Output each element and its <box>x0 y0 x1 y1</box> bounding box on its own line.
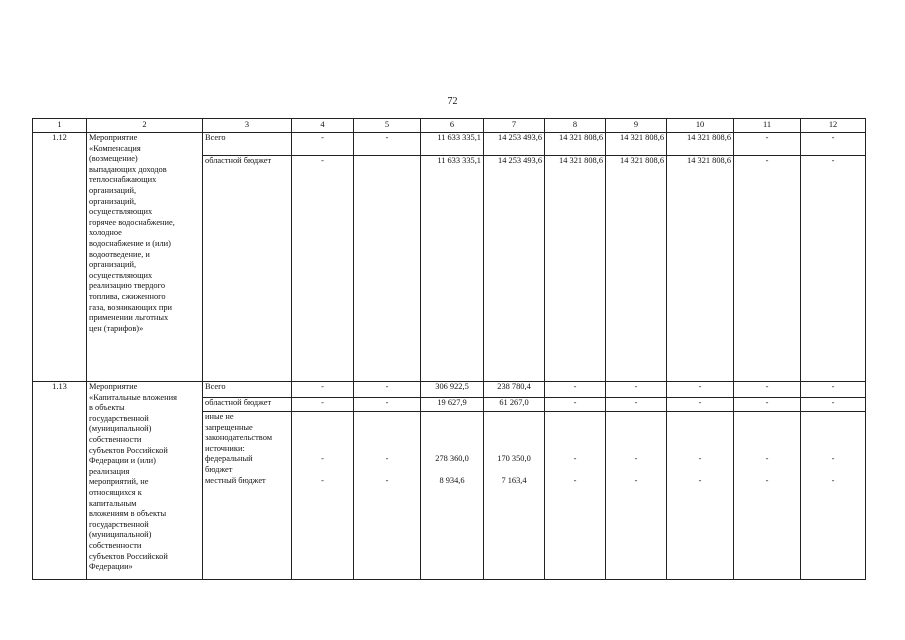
value-cell <box>734 412 801 580</box>
value-cell <box>667 412 734 580</box>
value-cell <box>421 412 484 580</box>
event-line: Мероприятие <box>89 382 138 391</box>
spacer <box>356 465 418 476</box>
value-cell: - <box>292 133 354 156</box>
header-row <box>33 119 866 133</box>
value-cell: 14 321 808,6 <box>606 133 667 156</box>
value-cell: - <box>667 398 734 412</box>
event-line: вложениям в объекты <box>89 509 167 519</box>
spacer <box>486 412 542 454</box>
header-cell: 1 <box>33 119 87 133</box>
value-cell: - <box>801 382 866 398</box>
local-value: - <box>698 475 702 485</box>
row-id: 1.13 <box>33 382 87 580</box>
value-cell: - <box>354 382 421 398</box>
event-line: выпадающих доходов <box>89 164 167 174</box>
event-line: «Капитальные вложения <box>89 392 177 402</box>
value-cell: - <box>606 398 667 412</box>
value-cell: 14 321 808,6 <box>545 133 606 156</box>
event-line: мероприятий, не <box>89 477 149 487</box>
event-line: горячее водоснабжение, <box>89 217 175 227</box>
event-line: Мероприятие <box>89 133 138 142</box>
event-line: относящихся к <box>89 487 142 497</box>
value-cell: 11 633 335,1 <box>421 133 484 156</box>
value-cell: - <box>545 382 606 398</box>
value-cell: 19 627,9 <box>421 398 484 412</box>
spacer <box>736 465 798 476</box>
value-cell: - <box>734 133 801 156</box>
spacer <box>486 465 542 476</box>
header-cell: 12 <box>801 119 866 133</box>
funding-source: областной бюджет <box>203 156 292 382</box>
spacer <box>669 412 731 454</box>
event-line: применении льготных <box>89 313 169 323</box>
local-value: 7 163,4 <box>501 475 527 485</box>
source-line: местный бюджет <box>205 475 266 485</box>
spacer <box>669 465 731 476</box>
value-cell: - <box>292 382 354 398</box>
value-cell: 238 780,4 <box>484 382 545 398</box>
event-line: холодное <box>89 228 122 238</box>
value-cell <box>606 412 667 580</box>
value-cell <box>545 412 606 580</box>
value-cell: 61 267,0 <box>484 398 545 412</box>
value-cell: - <box>801 398 866 412</box>
event-line: водоснабжение и (или) <box>89 238 171 248</box>
header-cell: 7 <box>484 119 545 133</box>
event-line: субъектов Российской <box>89 445 168 455</box>
value-cell: - <box>292 398 354 412</box>
source-line: иные не <box>205 412 234 421</box>
federal-value: - <box>385 454 389 463</box>
event-line: собственности <box>89 540 142 550</box>
spacer <box>423 465 481 476</box>
header-cell: 4 <box>292 119 354 133</box>
value-cell: - <box>606 382 667 398</box>
spacer <box>608 412 664 454</box>
spacer <box>423 412 481 454</box>
federal-value: - <box>634 454 638 463</box>
value-cell: - <box>545 398 606 412</box>
value-cell: 14 253 493,6 <box>484 133 545 156</box>
event-line: «Компенсация <box>89 143 141 153</box>
row-id: 1.12 <box>33 133 87 382</box>
event-line: осуществляющих <box>89 207 153 217</box>
funding-source: областной бюджет <box>203 398 292 412</box>
header-cell: 11 <box>734 119 801 133</box>
event-line: организаций, <box>89 185 137 195</box>
value-cell: - <box>667 382 734 398</box>
table-row <box>33 133 866 156</box>
value-cell: - <box>292 156 354 382</box>
event-line: организаций, <box>89 260 137 270</box>
event-line: цен (тарифов)» <box>89 323 144 333</box>
header-cell: 8 <box>545 119 606 133</box>
value-cell: 306 922,5 <box>421 382 484 398</box>
header-cell: 9 <box>606 119 667 133</box>
header-cell: 5 <box>354 119 421 133</box>
funding-source: Всего <box>203 382 292 398</box>
event-line: топлива, сжиженного <box>89 291 166 301</box>
value-cell: - <box>734 156 801 382</box>
value-cell: - <box>734 398 801 412</box>
source-line: источники: <box>205 443 245 453</box>
event-line: собственности <box>89 434 142 444</box>
value-cell: - <box>734 382 801 398</box>
event-line: теплоснабжающих <box>89 175 157 185</box>
source-line: законодательством <box>205 433 273 443</box>
event-line: Федерации» <box>89 562 133 572</box>
source-line: бюджет <box>205 464 233 474</box>
event-line: (муниципальной) <box>89 424 152 434</box>
value-cell <box>801 412 866 580</box>
event-line: водоотведение, и <box>89 249 150 259</box>
value-cell: - <box>354 398 421 412</box>
source-line: запрещенные <box>205 422 253 432</box>
table-row <box>33 382 866 398</box>
header-cell: 6 <box>421 119 484 133</box>
event-description <box>87 133 203 382</box>
value-cell: - <box>354 133 421 156</box>
local-value: - <box>831 475 835 485</box>
event-line: газа, возникающих при <box>89 302 173 312</box>
value-cell: - <box>801 156 866 382</box>
spacer <box>803 465 863 476</box>
local-value: - <box>321 475 324 485</box>
header-cell: 3 <box>203 119 292 133</box>
event-line: Федерации и (или) <box>89 456 156 466</box>
event-line: государственной <box>89 413 149 423</box>
value-cell: 14 321 808,6 <box>606 156 667 382</box>
local-value: - <box>765 475 769 485</box>
spacer <box>547 465 603 476</box>
event-line: организаций, <box>89 196 137 206</box>
local-value: 8 934,6 <box>439 475 465 485</box>
spacer <box>547 412 603 454</box>
value-cell <box>484 412 545 580</box>
event-line: государственной <box>89 519 149 529</box>
local-value: - <box>573 475 577 485</box>
header-cell: 10 <box>667 119 734 133</box>
value-cell <box>354 156 421 382</box>
event-line: в объекты <box>89 403 125 413</box>
value-cell: - <box>801 133 866 156</box>
value-cell: 14 321 808,6 <box>667 156 734 382</box>
federal-value: - <box>698 454 702 463</box>
event-line: субъектов Российской <box>89 551 168 561</box>
local-value: - <box>634 475 638 485</box>
spacer <box>608 465 664 476</box>
page-number: 72 <box>447 96 458 107</box>
event-line: (муниципальной) <box>89 530 152 540</box>
spacer <box>294 465 351 476</box>
federal-value: 170 350,0 <box>497 454 531 463</box>
header-cell: 2 <box>87 119 203 133</box>
event-line: реализация <box>89 466 130 476</box>
value-cell: 14 321 808,6 <box>667 133 734 156</box>
federal-value: - <box>321 454 324 463</box>
value-cell: 14 253 493,6 <box>484 156 545 382</box>
source-line: федеральный <box>205 454 253 464</box>
funding-source-other <box>203 412 292 580</box>
event-line: (возмещение) <box>89 154 138 164</box>
value-cell <box>292 412 354 580</box>
value-cell <box>354 412 421 580</box>
spacer <box>803 412 863 454</box>
event-line: осуществляющих <box>89 270 153 280</box>
event-line: реализацию твердого <box>89 281 166 291</box>
federal-value: 278 360,0 <box>435 454 469 463</box>
value-cell: 11 633 335,1 <box>421 156 484 382</box>
spacer <box>294 412 351 454</box>
federal-value: - <box>573 454 577 463</box>
event-line: капитальным <box>89 498 137 508</box>
event-description <box>87 382 203 580</box>
federal-value: - <box>831 454 835 463</box>
funding-source: Всего <box>203 133 292 156</box>
spacer <box>356 412 418 454</box>
federal-value: - <box>765 454 769 463</box>
value-cell: 14 321 808,6 <box>545 156 606 382</box>
local-value: - <box>385 475 389 485</box>
spacer <box>736 412 798 454</box>
budget-table <box>32 118 866 580</box>
